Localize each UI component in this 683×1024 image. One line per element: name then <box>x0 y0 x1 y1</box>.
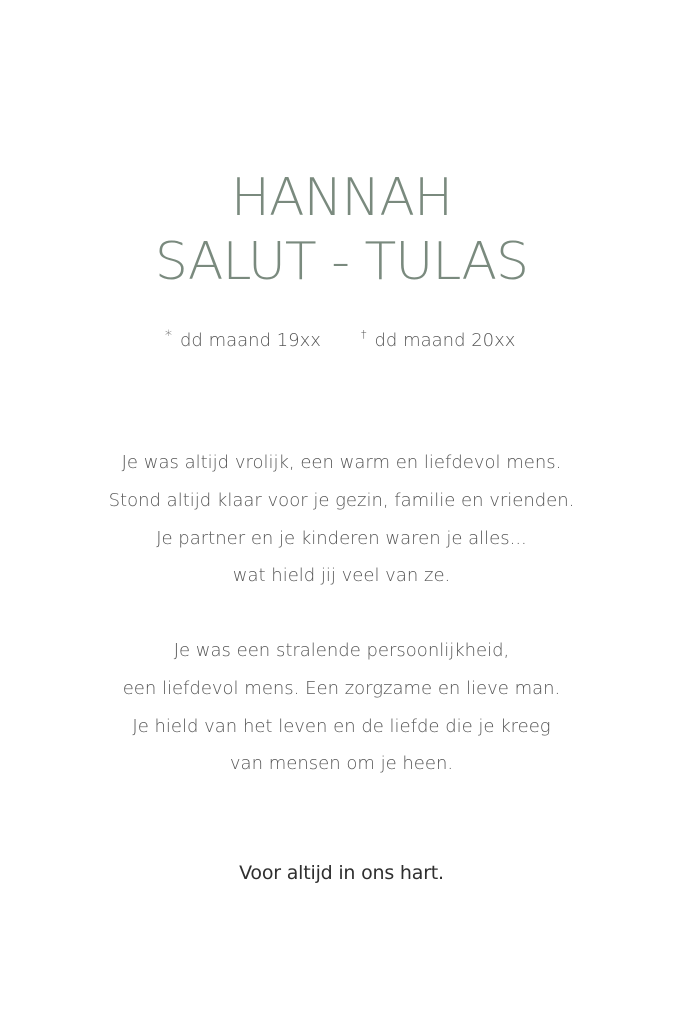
birth-date-block <box>165 330 321 351</box>
death-cross-icon: † <box>361 328 367 341</box>
verse-line: Je partner en je kinderen waren je alles... <box>156 527 527 549</box>
death-date-block <box>361 330 515 351</box>
first-name: HANNAH <box>230 168 453 228</box>
verse-line: van mensen om je heen. <box>229 753 454 775</box>
birth-date: dd maand 19xx <box>180 330 321 351</box>
dates-row <box>0 330 683 360</box>
verse-second <box>0 632 683 783</box>
birth-star-icon: * <box>165 328 172 344</box>
closing-line: Voor altijd in ons hart. <box>239 862 444 884</box>
verse-line: Je hield van het leven en de liefde die je kreeg <box>132 715 551 737</box>
verse-line: een liefdevol mens. Een zorgzame en lieve man. <box>122 677 561 699</box>
last-name: SALUT - TULAS <box>154 232 529 292</box>
verse-line: Je was een stralende persoonlijkheid, <box>173 640 510 661</box>
verse-line: Je was altijd vrolijk, een warm en liefdevol mens. <box>121 452 562 473</box>
verse-first <box>0 444 683 595</box>
death-date: dd maand 20xx <box>374 330 516 351</box>
verse-line: wat hield jij veel van ze. <box>232 565 451 587</box>
verse-line: Stond altijd klaar voor je gezin, familie en vrienden. <box>108 489 575 511</box>
